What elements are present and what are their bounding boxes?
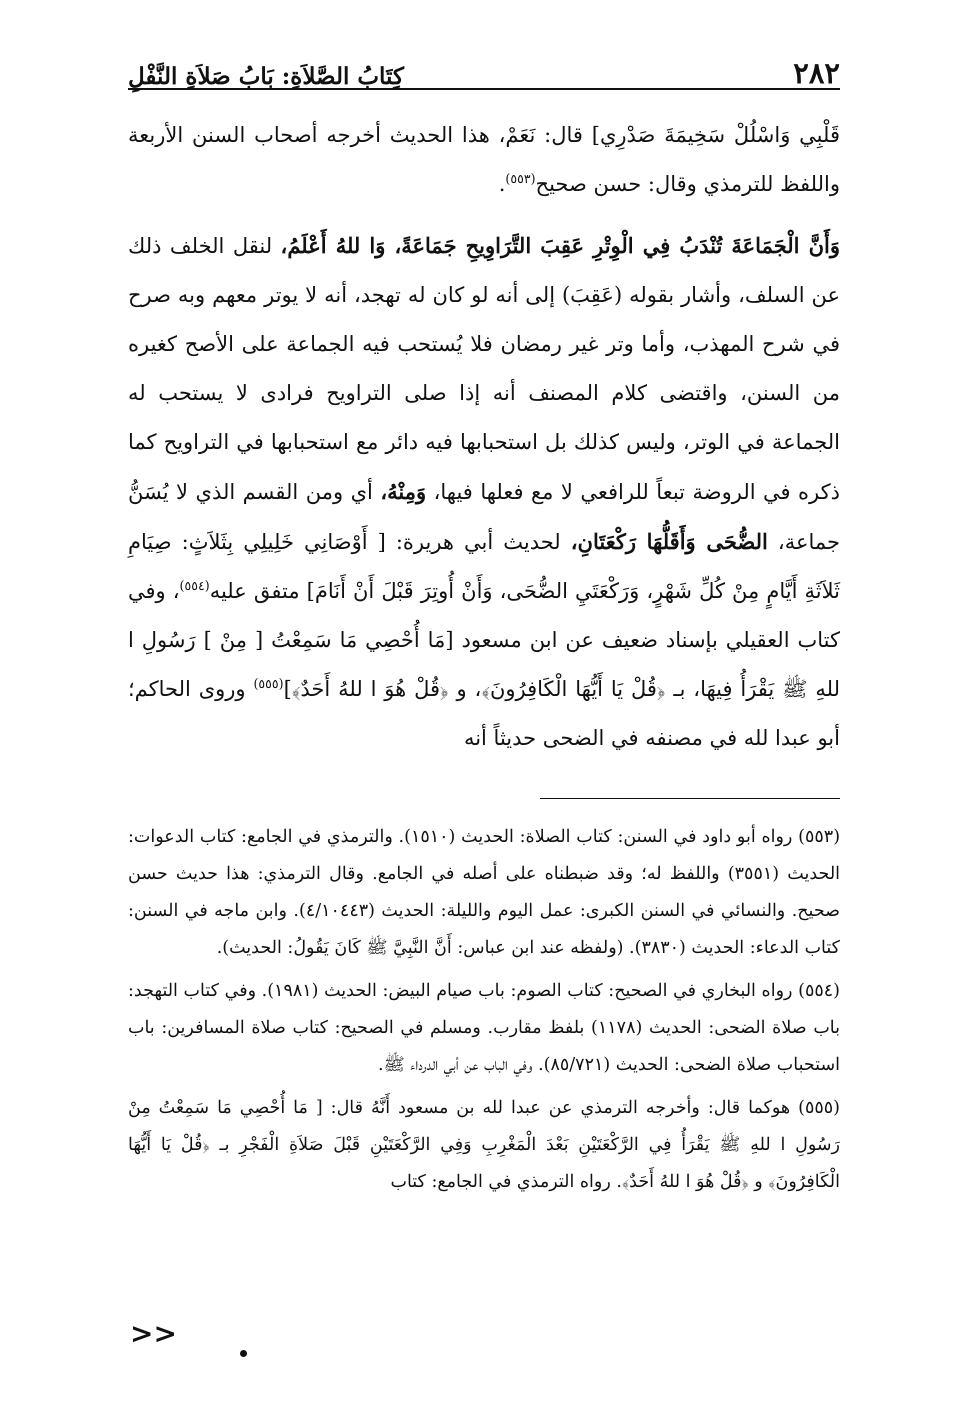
running-title: كِتَابُ الصَّلاَةِ: بَابُ صَلاَةِ النَّفْلِ <box>128 63 404 90</box>
p1-text: قَلْبِي وَاسْلُلْ سَخِيمَةَ صَدْرِي] قال: نَعَمْ، هذا الحديث أخرجه أصحاب السنن الأربعة واللفظ للترمذي وقال: حسن صحيح <box>128 123 840 196</box>
sharh-text-1: لنقل الخلف ذلك عن السلف، وأشار بقوله (عَقِبَ) إلى أنه لو كان له تهجد، أنه لا يوتر معهم وبه صرح في شرح المهذب، وأما وتر غير رمضان فلا يُستحب فيه الجماعة على الأصح كغيره من السنن، واقتضى كلام المصنف أنه إذا صلى التراويح فرادى لا يستحب له الجماعة في الوتر، وليس كذلك بل استحبابها فيه دائر مع استحبابها في التراويح كما ذكره في الروضة تبعاً للرافعي لا مع فعلها فيها، <box>128 234 840 504</box>
sharh-text-3: لحديث أبي هريرة: [ أَوْصَانِي خَلِيلِي بِثَلاَثٍ: صِيَامِ ثَلاَثَةِ أَيَّامٍ مِنْ كُلِّ شَهْرٍ، وَرَكْعَتَيِ الضُّحَى، وَأَنْ أُوتِرَ قَبْلَ أَنْ أَنَامَ] متفق عليه <box>128 530 840 603</box>
footnote-ref-554: (٥٥٤) <box>179 578 210 593</box>
footnotes <box>128 819 840 1201</box>
main-text <box>128 111 840 763</box>
matn-text-3: الضُّحَى وَأَقَلُّهَا رَكْعَتَانِ، <box>570 529 768 554</box>
sharh-text-2: أي ومن القسم الذي لا يُسَنُّ جماعة، <box>128 480 841 554</box>
footnote-555: (٥٥٥) هوكما قال: وأخرجه الترمذي عن عبدا لله بن مسعود أَنَّهُ قال: [ مَا أُحْصِي مَا سَمِعْتُ مِنْ رَسُولِ ا للهِ ﷺ يَقْرَأُ فِي الرَّكْعَتَيْنِ بَعْدَ الْمَغْرِبِ وَفِي الرَّكْعَتَيْنِ قَبْلَ صَلاَةِ الْفَجْرِ بـ ﴿قُلْ يَا أَيُّهَا الْكَافِرُونَ﴾ و ﴿قُلْ هُوَ ا للهُ أَحَدٌ﴾. رواه الترمذي في الجامع: كتاب <box>128 1098 840 1192</box>
p1-end: . <box>498 172 506 196</box>
paragraph-1 <box>128 111 840 209</box>
footnote-separator <box>540 798 840 799</box>
footnote-554: (٥٥٤) رواه البخاري في الصحيح: كتاب الصوم: باب صيام البيض: الحديث (١٩٨١). وفي كتاب التهجد: باب صلاة الضحى: الحديث (١١٧٨) بلفظ مقارب. ومسلم في الصحيح: كتاب صلاة المسافرين: باب استحباب صلاة الضحى: الحديث (٨٥/٧٢١). وفي الباب عن أبي الدرداء ﷺ. <box>128 981 840 1075</box>
page-header <box>128 40 840 88</box>
sharh-text-5: وروى الحاكم؛ أبو عبدا لله في مصنفه في الضحى حديثاً أنه <box>128 677 840 750</box>
continue-mark: >> <box>130 1317 177 1350</box>
sharh-text-4: ، وفي كتاب العقيلي بإسناد ضعيف عن ابن مسعود [مَا أُحْصِي مَا سَمِعْتُ [ مِنْ ] رَسُولِ ا للهِ ﷺ يَقْرَأُ فِيهَا، بـ ﴿قُلْ يَا أَيُّهَا الْكَافِرُونَ﴾، و ﴿قُلْ هُوَ ا للهُ أَحَدٌ﴾] <box>128 579 840 701</box>
matn-text-1: وَأَنَّ الْجَمَاعَةَ تُنْدَبُ فِي الْوِتْرِ عَقِبَ التَّرَاوِيحِ جَمَاعَةً، وَا للهُ أَعْلَمُ، <box>280 233 840 258</box>
footnote-553: (٥٥٣) رواه أبو داود في السنن: كتاب الصلاة: الحديث (١٥١٠). والترمذي في الجامع: كتاب الدعوات: الحديث (٣٥٥١) واللفظ له؛ وقد ضبطناه على أصله في الجامع. وقال الترمذي: هذا حديث حسن صحيح. والنسائي في السنن الكبرى: عمل اليوم والليلة: الحديث (٤/١٠٤٤٣). وابن ماجه في السنن: كتاب الدعاء: الحديث (٣٨٣٠). (ولفظه عند ابن عباس: أَنَّ النَّبِيَّ ﷺ كَانَ يَقُولُ: الحديث). <box>128 827 841 958</box>
header-rule <box>128 88 840 90</box>
footnote-ref-553: (٥٥٣) <box>505 171 536 186</box>
matn-text-2: وَمِنْهُ، <box>380 479 427 504</box>
footnote-ref-555: (٥٥٥) <box>253 676 284 691</box>
paragraph-2 <box>128 221 840 763</box>
ink-dot <box>240 1350 247 1357</box>
page-number: ٢٨٢ <box>793 56 840 90</box>
